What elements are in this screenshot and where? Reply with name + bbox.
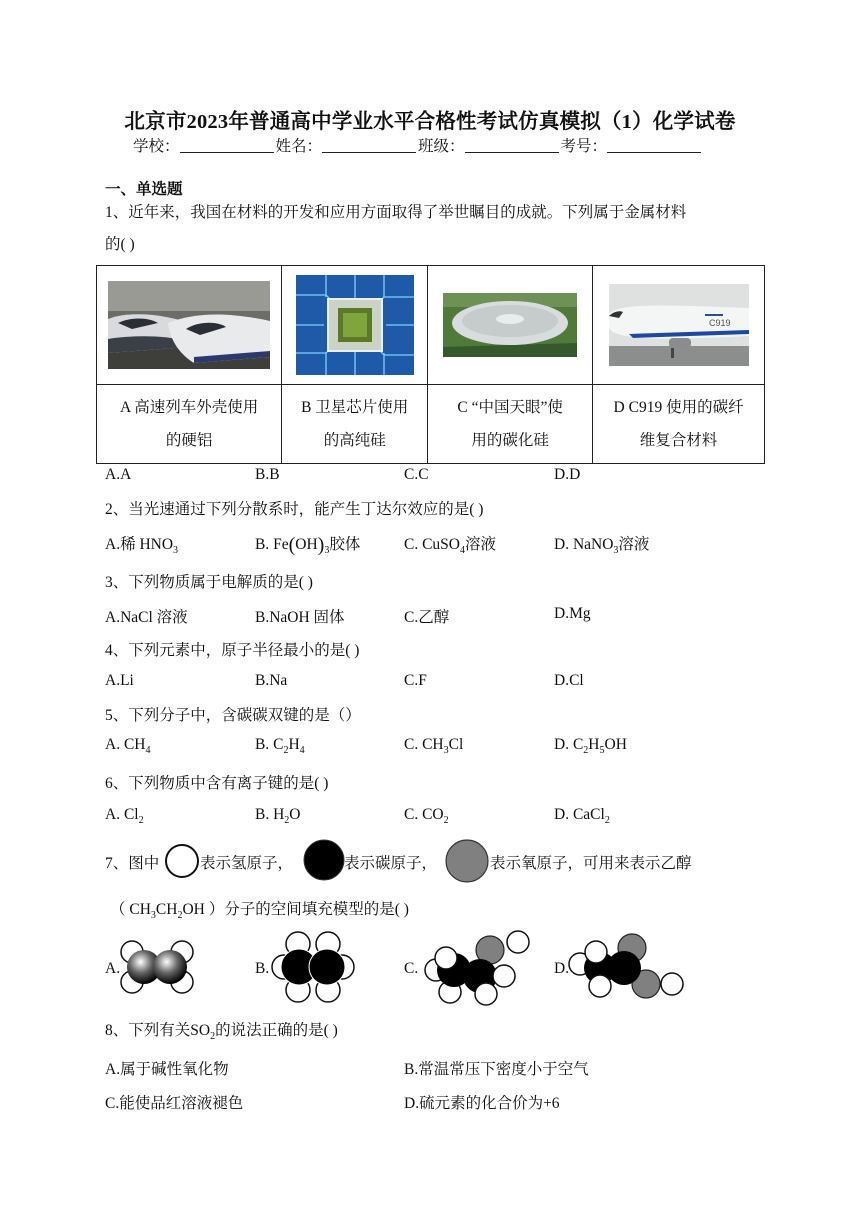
- q7-stem-2: 表示氢原子，: [200, 855, 294, 872]
- q6-a-text: A. Cl: [105, 806, 139, 823]
- q5-option-b[interactable]: [255, 736, 305, 754]
- q2-option-c[interactable]: [404, 532, 496, 554]
- q1-option-c[interactable]: C.C: [404, 466, 429, 483]
- q6-a-sub: 2: [138, 815, 144, 826]
- q7-option-d-model[interactable]: [566, 930, 690, 1002]
- q3-option-d[interactable]: D.Mg: [554, 605, 591, 622]
- q6-option-d[interactable]: [554, 806, 610, 824]
- cell-c-text: [428, 385, 593, 464]
- q5-b-sub1: 2: [283, 745, 289, 756]
- q8-stem-pre: 8、下列有关: [105, 1022, 191, 1039]
- q5-option-d[interactable]: [554, 736, 627, 754]
- cell-c-image: [428, 266, 593, 385]
- q7-l2-sub2: 2: [177, 910, 183, 921]
- q1-table: [96, 265, 765, 464]
- plane-label: C919: [708, 318, 731, 328]
- chip-photo: [296, 275, 414, 375]
- q7-option-a-label[interactable]: A.: [105, 960, 121, 977]
- q8-option-b[interactable]: B.常温常压下密度小于空气: [404, 1061, 589, 1078]
- q2-d-sub: 3: [613, 545, 619, 556]
- cell-d-image: [593, 266, 765, 385]
- q1-option-d[interactable]: D.D: [554, 466, 581, 483]
- school-blank[interactable]: [180, 138, 274, 153]
- q7-stem-1: 7、图中: [105, 855, 160, 872]
- q2-b-mid: OH: [295, 536, 318, 553]
- q7-option-d-label[interactable]: D.: [554, 960, 570, 977]
- q2-b-paren-close: ): [317, 534, 325, 556]
- q1-stem-line2: 的( ): [105, 236, 135, 253]
- number-blank[interactable]: [607, 138, 701, 153]
- cell-d-line2: 维复合材料: [639, 432, 718, 449]
- q6-c-text: C. CO: [404, 806, 444, 823]
- q4-option-c[interactable]: C.F: [404, 672, 427, 689]
- q5-option-c[interactable]: [404, 736, 463, 754]
- q5-c-text2: Cl: [448, 736, 464, 753]
- q3-stem: 3、下列物质属于电解质的是( ): [105, 574, 313, 591]
- q2-b-post: 胶体: [329, 536, 361, 553]
- q6-d-sub: 2: [604, 815, 610, 826]
- class-label: 班级：: [418, 138, 465, 155]
- cell-a-image: [97, 266, 282, 385]
- q5-option-a[interactable]: [105, 736, 150, 754]
- number-label: 考号：: [560, 138, 608, 155]
- q5-b-text2: H: [288, 736, 300, 753]
- q7-l2-sub1: 3: [150, 910, 156, 921]
- q2-option-b[interactable]: [255, 532, 360, 557]
- class-blank[interactable]: [465, 138, 559, 153]
- q8-stem: [105, 1018, 338, 1040]
- cell-a-line1: A 高速列车外壳使用: [119, 399, 259, 416]
- q7-option-b-model[interactable]: [268, 928, 358, 1006]
- q8-stem-post: 的说法正确的是( ): [215, 1022, 338, 1039]
- q4-stem: 4、下列元素中，原子半径最小的是( ): [105, 642, 360, 659]
- cell-c-line1: C “中国天眼”使: [457, 399, 563, 416]
- cell-b-image: [282, 266, 428, 385]
- q2-d-text: D. NaNO: [554, 536, 614, 553]
- hydrogen-atom-icon: [164, 843, 200, 879]
- q5-d-text1: D. C: [554, 736, 584, 753]
- q7-option-c-label[interactable]: C.: [404, 960, 419, 977]
- school-label: 学校：: [133, 138, 180, 155]
- q1-option-b[interactable]: B.B: [255, 466, 280, 483]
- q2-stem: 2、当光速通过下列分散系时，能产生丁达尔效应的是( ): [105, 501, 484, 518]
- cell-b-line2: 的高纯硅: [323, 432, 386, 449]
- q6-d-text: D. CaCl: [554, 806, 605, 823]
- q2-c-sub: 4: [460, 545, 465, 556]
- q5-c-sub: 3: [443, 745, 449, 756]
- cell-b-line1: B 卫星芯片使用: [301, 399, 409, 416]
- q5-a-sub: 4: [145, 745, 151, 756]
- q2-c-text: C. CuSO: [404, 536, 460, 553]
- q5-c-text1: C. CH: [404, 736, 444, 753]
- q2-a-sub: 3: [173, 545, 179, 556]
- q3-option-b[interactable]: B.NaOH 固体: [255, 609, 345, 626]
- q6-option-a[interactable]: [105, 806, 144, 824]
- q6-option-b[interactable]: [255, 806, 301, 824]
- q2-option-d[interactable]: [554, 532, 649, 554]
- cell-d-line1: D C919 使用的碳纤: [613, 399, 744, 416]
- cell-b-text: [282, 385, 428, 464]
- q2-option-a[interactable]: [105, 532, 178, 554]
- q3-option-c[interactable]: C.乙醇: [404, 609, 450, 626]
- q2-a-text: A.稀 HNO: [105, 536, 174, 553]
- q8-formula-sub: 2: [210, 1031, 216, 1042]
- cell-d-text: [593, 385, 765, 464]
- q5-a-text: A. CH: [105, 736, 146, 753]
- q1-option-a[interactable]: A.A: [105, 466, 132, 483]
- cell-c-line2: 用的碳化硅: [471, 432, 549, 449]
- q8-option-a[interactable]: A.属于碱性氧化物: [105, 1061, 229, 1078]
- q4-option-b[interactable]: B.Na: [255, 672, 288, 689]
- q5-b-sub2: 4: [299, 745, 305, 756]
- q2-c-post: 溶液: [465, 536, 497, 553]
- q2-d-post: 溶液: [618, 536, 650, 553]
- q1-stem-line1: 1、近年来，我国在材料的开发和应用方面取得了举世瞩目的成就。下列属于金属材料: [105, 204, 687, 221]
- q2-b-sub: 3: [324, 545, 330, 556]
- q2-b-paren-open: (: [288, 534, 296, 556]
- q6-stem: 6、下列物质中含有离子键的是( ): [105, 775, 329, 792]
- cell-a-text: [97, 385, 282, 464]
- q7-option-b-label[interactable]: B.: [255, 960, 270, 977]
- q6-option-c[interactable]: [404, 806, 449, 824]
- fast-telescope-photo: [443, 293, 577, 357]
- page-title: 北京市2023年普通高中学业水平合格性考试仿真模拟（1）化学试卷: [124, 111, 736, 133]
- student-info-line: [133, 134, 703, 156]
- q7-stem-3: 表示碳原子，: [344, 855, 438, 872]
- q4-option-d[interactable]: D.Cl: [554, 672, 584, 689]
- carbon-atom-icon: [302, 838, 346, 882]
- q7-l2-a: （ CH: [110, 901, 151, 918]
- q7-option-c-model[interactable]: [418, 928, 534, 1008]
- q7-l2-b: CH: [155, 901, 178, 918]
- cell-a-line2: 的硬铝: [165, 432, 213, 449]
- q5-b-text1: B. C: [255, 736, 284, 753]
- q3-option-a[interactable]: A.NaCl 溶液: [105, 609, 188, 626]
- q6-b-text1: B. H: [255, 806, 285, 823]
- q7-l2-c: OH ）分子的空间填充模型的是( ): [182, 901, 409, 918]
- q8-formula: SO: [190, 1022, 211, 1039]
- q5-d-text3: OH: [604, 736, 627, 753]
- q6-b-sub: 2: [284, 815, 290, 826]
- q4-option-a[interactable]: A.Li: [105, 672, 134, 689]
- q7-option-a-model[interactable]: [114, 938, 200, 1002]
- q7-stem-line2: [110, 897, 409, 919]
- q5-d-sub1: 2: [583, 745, 589, 756]
- oxygen-atom-icon: [444, 838, 490, 884]
- section-heading: 一、单选题: [105, 181, 183, 198]
- q6-c-sub: 2: [443, 815, 449, 826]
- q5-d-sub2: 5: [599, 745, 605, 756]
- c919-airplane-photo: [609, 284, 749, 366]
- q8-option-c[interactable]: C.能使品红溶液褪色: [105, 1095, 244, 1112]
- q2-b-text: B. Fe: [255, 536, 289, 553]
- q8-option-d[interactable]: D.硫元素的化合价为+6: [404, 1095, 560, 1112]
- q5-d-text2: H: [588, 736, 600, 753]
- q5-stem: 5、下列分子中，含碳碳双键的是（）: [105, 707, 361, 724]
- q7-stem-4: 表示氧原子，可用来表示乙醇: [490, 855, 692, 872]
- name-label: 姓名：: [275, 138, 323, 155]
- name-blank[interactable]: [322, 138, 416, 153]
- q6-b-text2: O: [289, 806, 301, 823]
- high-speed-train-photo: [108, 281, 270, 369]
